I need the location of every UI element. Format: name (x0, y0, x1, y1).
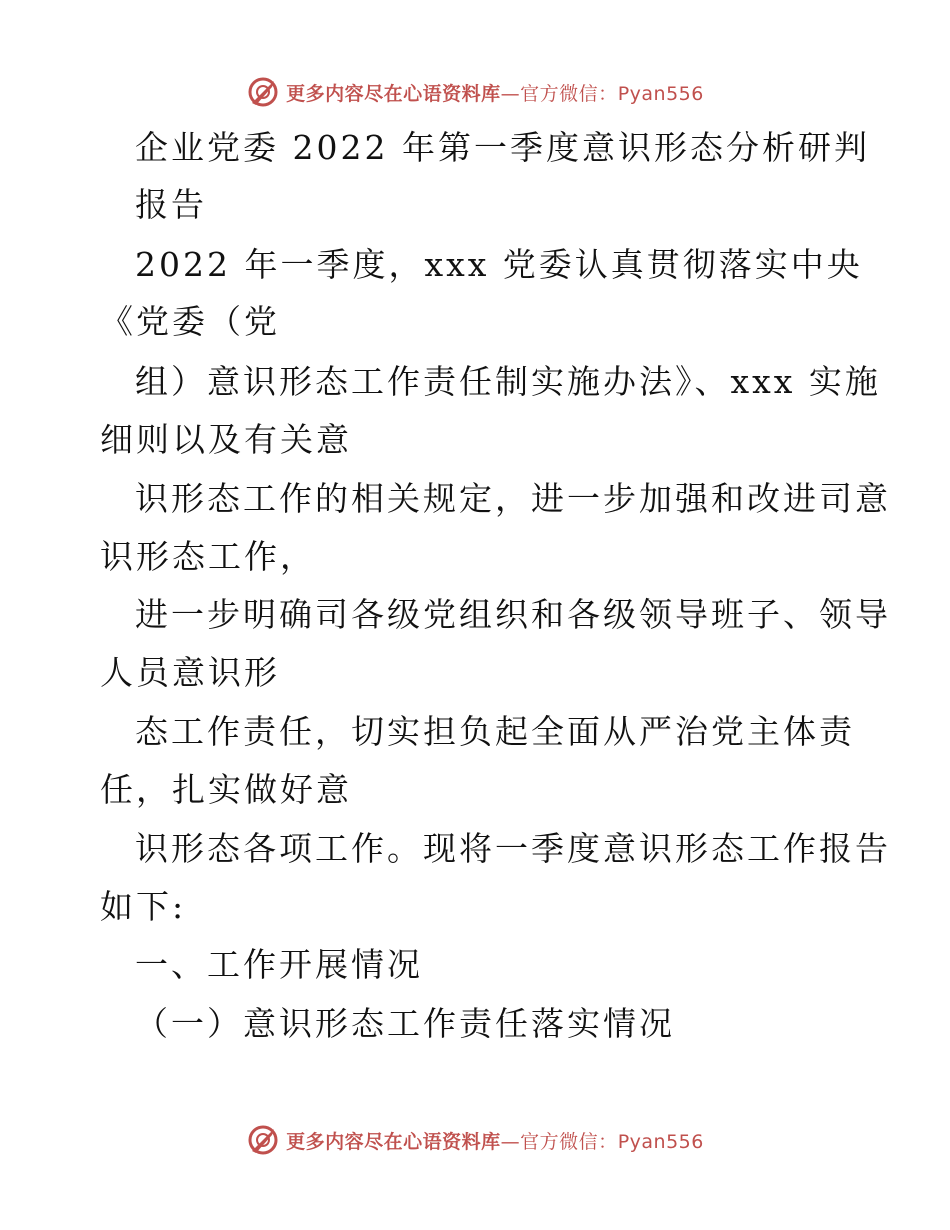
section-heading: 一、工作开展情况 (135, 945, 423, 984)
watermark-dash: — (500, 1130, 521, 1153)
paragraph-line: 如下: (100, 887, 187, 926)
paragraph-line: 态工作责任，切实担负起全面从严治党主体责 (135, 712, 855, 751)
paragraph-line: 人员意识形 (100, 653, 280, 692)
watermark-site: 更多内容尽在心语资料库 (286, 82, 501, 105)
title-line-1: 企业党委 2022 年第一季度意识形态分析研判 (135, 128, 870, 167)
paragraph-line: 组）意识形态工作责任制实施办法》、xxx 实施 (135, 362, 881, 401)
footer-watermark (0, 1120, 950, 1160)
paragraph-line: 进一步明确司各级党组织和各级领导班子、领导 (135, 595, 891, 634)
watermark-wechat-label: 官方微信： (520, 1130, 618, 1153)
paragraph-line: 细则以及有关意 (100, 420, 352, 459)
pen-seal-icon (246, 1123, 280, 1157)
paragraph-line: 任，扎实做好意 (100, 770, 352, 809)
watermark-wechat-label: 官方微信： (520, 82, 618, 105)
paragraph-line: 2022 年一季度，xxx 党委认真贯彻落实中央 (135, 245, 863, 284)
subsection-heading: （一）意识形态工作责任落实情况 (135, 1004, 675, 1043)
paragraph-line: 识形态工作， (100, 537, 316, 576)
paragraph-line: 《党委（党 (100, 302, 280, 341)
paragraph-line: 识形态各项工作。现将一季度意识形态工作报告 (135, 829, 891, 868)
watermark-wechat-id: Pyan556 (617, 82, 704, 105)
watermark-wechat-id: Pyan556 (617, 1130, 704, 1153)
watermark-site: 更多内容尽在心语资料库 (286, 1130, 501, 1153)
paragraph-line: 识形态工作的相关规定，进一步加强和改进司意 (135, 479, 891, 518)
watermark-text (286, 1127, 704, 1154)
watermark-dash: — (500, 82, 521, 105)
title-line-2: 报告 (135, 185, 207, 224)
